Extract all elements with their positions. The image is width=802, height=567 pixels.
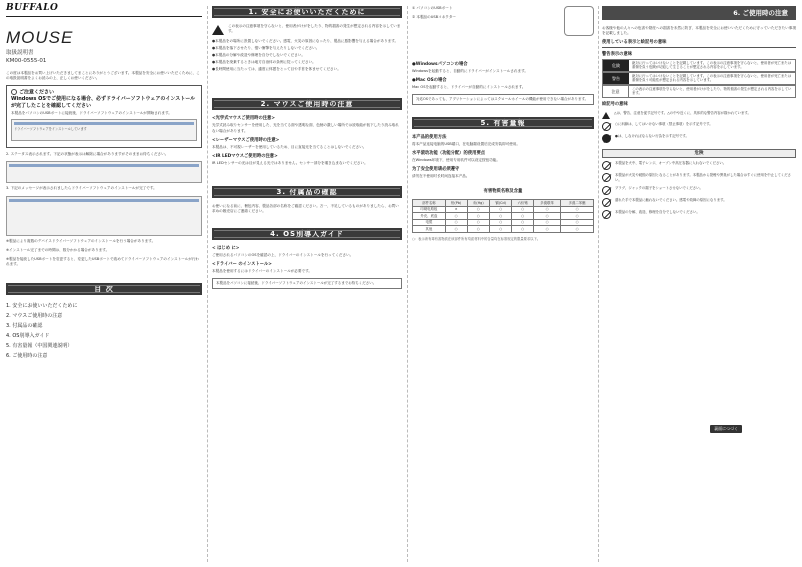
- doc-title: MOUSE: [6, 28, 74, 48]
- danger-item: [602, 210, 796, 219]
- callout-title: ご注意ください: [19, 89, 55, 96]
- sec3-text: お使いになる前に、梱包内容、製品各部の名称をご確認ください。万一、不足しているものがありましたら、お買い求めの販売店にご連絡ください。: [212, 203, 399, 213]
- sec5-usage-text: 将本产品连接电脑的USB端口，在电脑端设置后完成安装即可使用。: [412, 142, 521, 147]
- table-cell: 电缆: [413, 219, 446, 226]
- table-cell: 印刷电路板: [413, 206, 446, 213]
- sec6-heading-band: 6. ご使用時の注意: [602, 6, 796, 20]
- prohibited-icon: [602, 161, 611, 170]
- pict-text: ●は、しなければならない行為を示す記号です。: [615, 134, 689, 139]
- table-cell: ○: [533, 219, 560, 226]
- usb-connector-label: ② 本製品のUSBコネクター: [412, 15, 457, 20]
- warn-row-caution: [602, 85, 796, 99]
- toc-item[interactable]: 5. 有害量報（中国関連説明）: [6, 342, 73, 349]
- table-cell: ○: [490, 219, 512, 226]
- sec4-note-text: 本製品をパソコンに接続後、ドライバーソフトウェアのインストールが完了するまでお待ちください。: [216, 281, 377, 286]
- table-cell: ○: [533, 226, 560, 233]
- window-titlebar: [14, 122, 194, 125]
- warn-text: 絶対に行ってはいけないことを記載しています。この表示の注意事項を守らないと、使用者が死亡または重傷を負う可能性が想定される内容を示しています。: [632, 73, 792, 83]
- sec4-sub-intro: < はじめ に>: [212, 246, 240, 252]
- pict-text: ○に斜線は、してはいけない事項（禁止事項）を示す記号です。: [615, 122, 713, 127]
- sec2-sub-optical: <光学式マウスご使用時の注意>: [212, 116, 275, 122]
- sec4-intro-text: ご使用されるパソコンのOSを確認の上、ドライバーのインストールを行ってください。: [212, 253, 354, 258]
- sec6-warn-sub: 警告表示の意味: [602, 52, 633, 58]
- table-cell: ○: [561, 219, 594, 226]
- hazard-table-note: ○：表示该有毒有害物质在该部件所有均质材料中的含量均在标准规定的限量要求以下。: [412, 236, 541, 241]
- danger-item: [602, 173, 796, 183]
- warn-label: 危険: [603, 60, 629, 72]
- toc-item[interactable]: 1. 安全にお使いいただくために: [6, 302, 78, 309]
- table-cell: 外壳、底盘: [413, 213, 446, 220]
- step-3: 3. 下記のメッセージが表示されましたらドライバーソフトウェアのインストールが完了です。: [6, 186, 157, 191]
- pict-item: [602, 111, 796, 119]
- intro-text: この度は本製品をお買い上げいただきましてまことにありがとうございます。本製品を安全にお使いいただくために、この取扱説明書をよくお読みの上、正しくお使いください。: [6, 71, 200, 81]
- table-cell: ○: [533, 213, 560, 220]
- toc-list: [6, 301, 202, 361]
- step-2: 2. ステータス表示されます。下記の状態が表示は解除に場合がありますがそのままお待ちください。: [6, 152, 169, 157]
- column-2: [212, 6, 402, 292]
- warn-row-danger: [602, 59, 796, 73]
- danger-item: [602, 186, 796, 195]
- callout-subtitle: Windows OSでご使用になる場合、必ずドライバーソフトウェアのインストールが完了したことを確認してください: [11, 96, 196, 109]
- table-cell: ○: [561, 213, 594, 220]
- danger-text: プラグ、ジャックの端子をショートさせないでください。: [615, 185, 703, 190]
- sec6-pict-sub: 絵記号の意味: [602, 102, 628, 108]
- note-1: ※製品により複数のデバイスドライバーソフトウェアのインストールを行う場合があります。: [6, 238, 156, 243]
- table-cell: ○: [490, 206, 512, 213]
- prohibited-icon: [602, 173, 611, 182]
- table-header-cell: 部件名称: [413, 200, 446, 207]
- note-3: ※製品を接続したUSBポートを変更すると、変更したUSBポートで改めてドライバーソフトウェアのインストールが行われます。: [6, 256, 200, 266]
- table-cell: ○: [512, 226, 534, 233]
- table-cell: ○: [512, 206, 534, 213]
- prohibited-icon: [602, 122, 611, 131]
- sec2-optical-text: 光学式読み取りセンサーを使用した、光を当てる面や透明な面、色柄の激しい場所では読取能が低下したり読み取れない場合があります。: [212, 123, 399, 133]
- prohibited-icon: [602, 210, 611, 219]
- prohibited-icon: [602, 198, 611, 207]
- column-divider: [598, 6, 599, 562]
- usb-figure: [412, 6, 594, 36]
- table-header-cell: 镉(Cd): [490, 200, 512, 207]
- sec1-bullet: ●本製品をの場所に設置しないでください。感電、火災の原因になったり、製品に悪影響を与える場合があります。: [212, 39, 399, 43]
- doc-subtitle: 取扱説明書: [6, 50, 34, 57]
- note-2: ※インストール完了までの時間は、数分かかる場合があります。: [6, 247, 110, 252]
- continued-badge: 裏面につづく: [710, 425, 742, 433]
- sec1-bullet: ●長時間使用に当たっては、適度に休憩をとって目や手首を休ませてください。: [212, 67, 341, 72]
- column-3: [412, 6, 594, 242]
- pict-item: [602, 134, 796, 143]
- table-cell: ○: [561, 206, 594, 213]
- prohibited-icon: [602, 186, 611, 195]
- sec6-warn-heading: 使用している表示と絵記号の意味: [602, 40, 796, 48]
- brand-rule: [6, 16, 202, 17]
- warn-text: 絶対に行ってはいけないことを記載しています。この表示の注意事項を守らないと、使用者が死亡または重傷を負う危険が切迫して生じることが想定される内容を示しています。: [632, 60, 792, 70]
- sec2-sub-laser: <レーザーマウスご使用時の注意>: [212, 137, 280, 143]
- sec1-bullet: ●本製品を廃棄するときは地方自治体の条例に従ってください。: [212, 60, 316, 65]
- table-cell: ○: [512, 219, 534, 226]
- driver-callout: [6, 85, 202, 148]
- sec5-safety-text: 请勿在不使用时长时间连接本产品。: [412, 174, 470, 179]
- window-titlebar: [9, 199, 199, 202]
- column-4: [602, 26, 796, 219]
- sec4-note: [212, 278, 402, 289]
- warn-label: 注意: [603, 86, 629, 98]
- column-1: [6, 3, 202, 361]
- toc-item[interactable]: 4. OS別導入ガイド: [6, 332, 50, 339]
- sec1-heading: 1. 安全にお使いいただくために: [212, 6, 402, 18]
- danger-item: [602, 198, 796, 207]
- toc-item[interactable]: 6. ご使用時の注意: [6, 352, 48, 359]
- windows-screenshot: [11, 119, 197, 141]
- os-note-text: 対応OSであっても、アプリケーションによってはスクロールホイールの機能が使用できない場合があります。: [416, 97, 589, 102]
- danger-text: 濡れた手で本製品に触れないでください。感電や故障の原因になります。: [615, 197, 727, 202]
- column-divider: [407, 6, 408, 562]
- complete-screenshot: [6, 196, 202, 236]
- sec2-irled-text: IR LEDセンサーの光は目が見える光ではありません。センサー部分を覗き込まないでください。: [212, 160, 368, 165]
- sec4-heading: 4. OS別導入ガイド: [212, 228, 402, 240]
- windows-text: Windowsを起動すると、自動的にドライバーがインストールされます。: [412, 69, 529, 73]
- sec1-caution: [212, 24, 402, 35]
- mac-text: Mac OSを起動すると、ドライバーが自動的にインストールされます。: [412, 85, 526, 90]
- usb-connection-illustration: [564, 6, 594, 36]
- toc-item[interactable]: 3. 付属品の確認: [6, 322, 43, 329]
- table-header-cell: 汞(Hg): [467, 200, 490, 207]
- table-cell: ○: [467, 226, 490, 233]
- caution-triangle-icon: [602, 112, 610, 119]
- sec5-sub-safety: 为了安全使用请必须遵守: [412, 167, 460, 173]
- sec1-bullet: ●本製品を落下させたり、強い衝撃を与えたりしないでください。: [212, 46, 320, 51]
- window-message: ドライバーソフトウェアをインストールしています: [14, 127, 87, 132]
- table-cell: ○: [512, 213, 534, 220]
- callout-body: 本製品をパソコンのUSBポートに接続後、ドライバーソフトウェアのインストールが開始されます。: [11, 111, 172, 116]
- usb-port-label: ① パソコンのUSBポート: [412, 6, 453, 10]
- status-screenshot: [6, 161, 202, 183]
- sec5-scroll-text: 在Windows环境下，使用专用软件可以设定按钮功能。: [412, 158, 500, 163]
- warn-row-warning: [602, 72, 796, 86]
- table-cell: ○: [445, 226, 467, 233]
- sec1-caution-text: この表示の注意事項を守らないと、使用者がけがをしたり、物的損害の発生が想定される内容を示しています。: [228, 24, 401, 34]
- table-cell: 其他: [413, 226, 446, 233]
- table-cell: ○: [467, 206, 490, 213]
- table-cell: ○: [533, 206, 560, 213]
- hazard-table-title: 有害物质名称及含量: [483, 189, 523, 195]
- table-cell: ○: [490, 213, 512, 220]
- table-header-cell: 铅(Pb): [445, 200, 467, 207]
- table-cell: ○: [561, 226, 594, 233]
- table-row: [413, 226, 594, 233]
- os-note: [412, 94, 594, 105]
- window-titlebar: [9, 164, 199, 167]
- sec6-intro: お客様や他の人々への危害や財産への損害を未然に防ぎ、本製品を安全にお使いいただくために守っていただきたい事項を記載しました。: [602, 26, 796, 36]
- warn-label: 警告: [603, 73, 629, 85]
- danger-text: 本製品の分解、改造、修理を自分でしないでください。: [615, 209, 700, 214]
- danger-item: [602, 161, 796, 170]
- sec5-sub-scroll: 水平滚动功能（功能分配）的使用要点: [412, 151, 486, 157]
- warn-text: この表示の注意事項を守らないと、使用者がけがをしたり、物的損害の発生が想定される内容を示しています。: [632, 86, 792, 96]
- table-cell: ○: [445, 219, 467, 226]
- table-cell: ×: [445, 206, 467, 213]
- column-divider: [207, 6, 208, 562]
- sec4-driver-text: 本製品を使用するにはドライバーのインストールが必要です。: [212, 269, 312, 274]
- mac-heading: ●Mac OSの場合: [412, 78, 447, 84]
- table-cell: ○: [467, 213, 490, 220]
- sec5-heading: 5. 有害量報: [412, 117, 594, 129]
- table-header-cell: 多溴二苯醚: [561, 200, 594, 207]
- table-header-cell: 六价铬: [512, 200, 534, 207]
- sec4-sub-driver: <ドライバー のインストール>: [212, 262, 272, 268]
- mandatory-icon: [602, 134, 611, 143]
- info-icon: [11, 89, 17, 95]
- table-cell: ○: [445, 213, 467, 220]
- table-header-cell: 多溴联苯: [533, 200, 560, 207]
- windows-heading: ●Windowsパソコンの場合: [412, 62, 468, 67]
- danger-bar: 危険: [602, 149, 796, 158]
- brand-logo: BUFFALO: [6, 3, 59, 13]
- pict-text: △は、警告、注意を促す記号です。△の中や近くに、具体的な警告内容が描かれています。: [614, 111, 751, 116]
- danger-text: 本製品を火中、電子レンジ、オーブン中高圧容器に入れないでください。: [615, 161, 727, 166]
- table-cell: ○: [490, 226, 512, 233]
- toc-item[interactable]: 2. マウスご使用時の注意: [6, 312, 63, 319]
- sec5-sub-usage: 本产品的使用方法: [412, 135, 447, 141]
- table-cell: ○: [467, 219, 490, 226]
- sec2-sub-irled: <IR LEDマウスご使用時の注意>: [212, 153, 278, 159]
- pict-item: [602, 122, 796, 131]
- sec1-bullet: ●本製品の分解や改造や修理を自分でしないでください。: [212, 53, 305, 58]
- doc-code: KM00-0555-01: [6, 58, 47, 65]
- sec2-heading: 2. マウスご使用時の注意: [212, 98, 402, 110]
- usb-figure-labels: [412, 6, 558, 24]
- warning-triangle-icon: [212, 25, 224, 35]
- sec2-laser-text: 本製品は、不可視レーザーを使用しているため、目に直接光を当てることはしないでください。: [212, 144, 367, 149]
- toc-heading: 目 次: [6, 283, 202, 295]
- sec3-heading: 3. 付属品の確認: [212, 186, 402, 198]
- hazard-table: [412, 199, 594, 233]
- danger-text: 本製品が火災や破損の原因となることがあります。本製品から発煙や異臭がした場合はすぐに使用を中止してください。: [615, 173, 792, 182]
